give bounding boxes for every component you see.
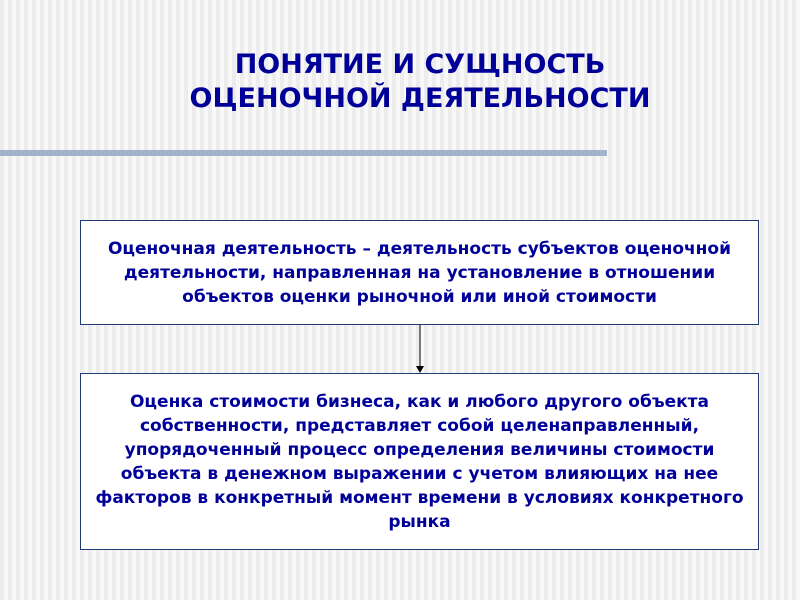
page-title (60, 48, 780, 116)
definition-text: Оценочная деятельность – деятельность субъектов оценочной деятельности, направленная на установление в отношении объектов оценки рыночной или иной стоимости (107, 238, 732, 307)
title-line-1: ПОНЯТИЕ И СУЩНОСТЬ (234, 49, 606, 80)
definition-box (80, 220, 759, 325)
process-text: Оценка стоимости бизнеса, как и любого другого объекта собственности, представляет собой целенаправленный, упорядоченный процесс определения величины стоимости объекта в денежном выражении с учетом влияющих на нее факторов в конкретный момент времени в условиях конкретного рынка (95, 391, 744, 532)
process-box (80, 373, 759, 550)
connector-arrow (413, 325, 427, 373)
title-line-2: ОЦЕНОЧНОЙ ДЕЯТЕЛЬНОСТИ (189, 83, 651, 114)
title-underline (0, 150, 607, 156)
